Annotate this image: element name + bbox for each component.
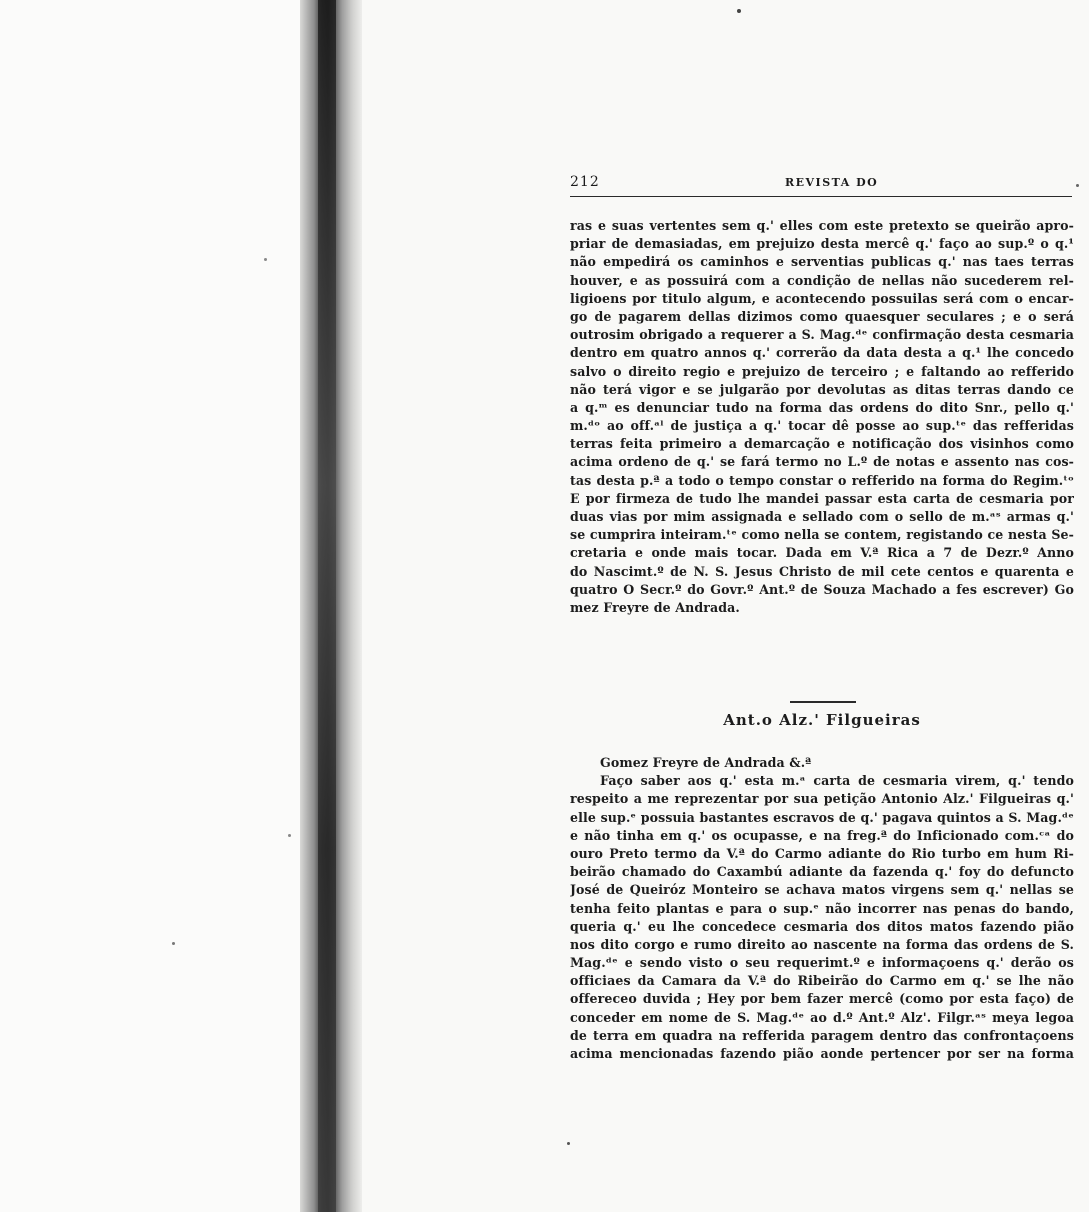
speck-mark <box>264 258 267 261</box>
text-line: nos dito corgo e rumo direito ao nascente na forma das ordens de S. <box>570 936 1074 952</box>
text-line: go de pagarem dellas dizimos como quaesquer seculares ; e o será <box>570 308 1074 324</box>
text-line: cretaria e onde mais tocar. Dada em V.ª Rica a 7 de Dezr.º Anno <box>570 545 1074 561</box>
text-line: acima ordeno de q.' se fará termo no L.º de notas e assento nas cos- <box>570 454 1074 470</box>
text-line: terras feita primeiro a demarcação e notificação dos visinhos como <box>570 436 1074 452</box>
text-line: m.ᵈᵒ ao off.ᵃˡ de justiça a q.' tocar dê posse ao sup.ᵗᵉ das refferidas <box>570 418 1074 434</box>
text-line: mez Freyre de Andrada. <box>570 599 740 615</box>
text-line: e não tinha em q.' os ocupasse, e na freg.ª do Inficionado com.ᶜᵃ do <box>570 827 1074 843</box>
salutation-line: Gomez Freyre de Andrada &.ª <box>600 755 812 770</box>
text-line: do Nascimt.º de N. S. Jesus Christo de mil cete centos e quarenta e <box>570 563 1074 579</box>
text-line: tas desta p.ª a todo o tempo constar o refferido na forma do Regim.ᵗᵒ <box>570 472 1074 488</box>
text-line: se cumprira inteiram.ᵗᵉ como nella se contem, registando ce nesta Se- <box>570 527 1074 543</box>
speck-mark <box>172 942 175 945</box>
body-text-top <box>570 217 1074 617</box>
text-line: Faço saber aos q.' esta m.ᵃ carta de cesmaria virem, q.' tendo <box>600 773 1074 789</box>
section-title: Ant.o Alz.' Filgueiras <box>723 711 921 729</box>
text-line: José de Queiróz Monteiro se achava matos virgens sem q.' nellas se <box>570 882 1074 898</box>
text-line: Mag.ᵈᵉ e sendo visto o seu requerimt.º e informaçoens q.' derão os <box>570 955 1074 971</box>
text-line: elle sup.ᵉ possuia bastantes escravos de q.' pagava quintos a S. Mag.ᵈᵉ <box>570 809 1074 825</box>
text-line: officiaes da Camara da V.ª do Ribeirão do Carmo em q.' se lhe não <box>570 973 1074 989</box>
text-line: acima mencionadas fazendo pião aonde pertencer por ser na forma <box>570 1046 1074 1061</box>
text-line: de terra em quadra na refferida paragem dentro das confrontaçoens <box>570 1027 1074 1043</box>
text-line: queria q.' eu lhe concedece cesmaria dos ditos matos fazendo pião <box>570 918 1074 934</box>
running-title: REVISTA DO <box>785 176 879 189</box>
text-line: E por firmeza de tudo lhe mandei passar esta carta de cesmaria por <box>570 490 1074 506</box>
text-line: houver, e as possuirá com a condição de nellas não sucederem rel- <box>570 272 1074 288</box>
text-line: ras e suas vertentes sem q.' elles com este pretexto se queirão apro- <box>570 218 1074 233</box>
text-line: quatro O Secr.º do Govr.º Ant.º de Souza Machado a fes escrever) Go <box>570 581 1074 597</box>
running-header <box>570 174 1072 194</box>
text-line: ligioens por titulo algum, e acontecendo possuilas será com o encar- <box>570 290 1074 306</box>
text-line: ouro Preto termo da V.ª do Carmo adiante do Rio turbo em hum Ri- <box>570 845 1074 861</box>
text-line: salvo o direito regio e prejuizo de terceiro ; e faltando ao refferido <box>570 363 1074 379</box>
page-number: 212 <box>570 174 600 190</box>
gutter-shadow <box>318 0 336 1212</box>
text-line: priar de demasiadas, em prejuizo desta mercê q.' faço ao sup.º o q.¹ <box>570 236 1074 252</box>
text-line: offereceo duvida ; Hey por bem fazer mercê (como por esta faço) de <box>570 991 1074 1007</box>
speck-mark <box>1076 184 1079 187</box>
text-line: beirão chamado do Caxambú adiante da fazenda q.' foy do defuncto <box>570 864 1074 880</box>
text-line: tenha feito plantas e para o sup.ᵉ não incorrer nas penas do bando, <box>570 900 1074 916</box>
speck-mark <box>288 834 291 837</box>
text-line: a q.ᵐ es denunciar tudo na forma das ordens do dito Snr., pello q.' <box>570 399 1074 415</box>
text-line: duas vias por mim assignada e sellado com o sello de m.ᵃˢ armas q.' <box>570 509 1074 524</box>
header-rule <box>570 196 1072 197</box>
text-line: conceder em nome de S. Mag.ᵈᵉ ao d.º Ant.º Alz'. Filgr.ᵃˢ meya legoa <box>570 1009 1074 1025</box>
text-line: não terá vigor e se julgarão por devolutas as ditas terras dando ce <box>570 381 1074 397</box>
text-line: não empedirá os caminhos e serventias publicas q.' nas taes terras <box>570 254 1074 270</box>
speck-mark <box>567 1142 570 1145</box>
text-line: dentro em quatro annos q.' correrão da data desta a q.¹ lhe concedo <box>570 345 1074 361</box>
section-divider <box>790 701 856 703</box>
text-line: outrosim obrigado a requerer a S. Mag.ᵈᵉ confirmação desta cesmaria <box>570 327 1074 343</box>
body-text-bottom <box>570 754 1074 1063</box>
speck-mark <box>737 9 741 13</box>
left-blank-page <box>0 0 300 1212</box>
text-line: respeito a me reprezentar por sua petição Antonio Alz.' Filgueiras q.' <box>570 791 1074 807</box>
